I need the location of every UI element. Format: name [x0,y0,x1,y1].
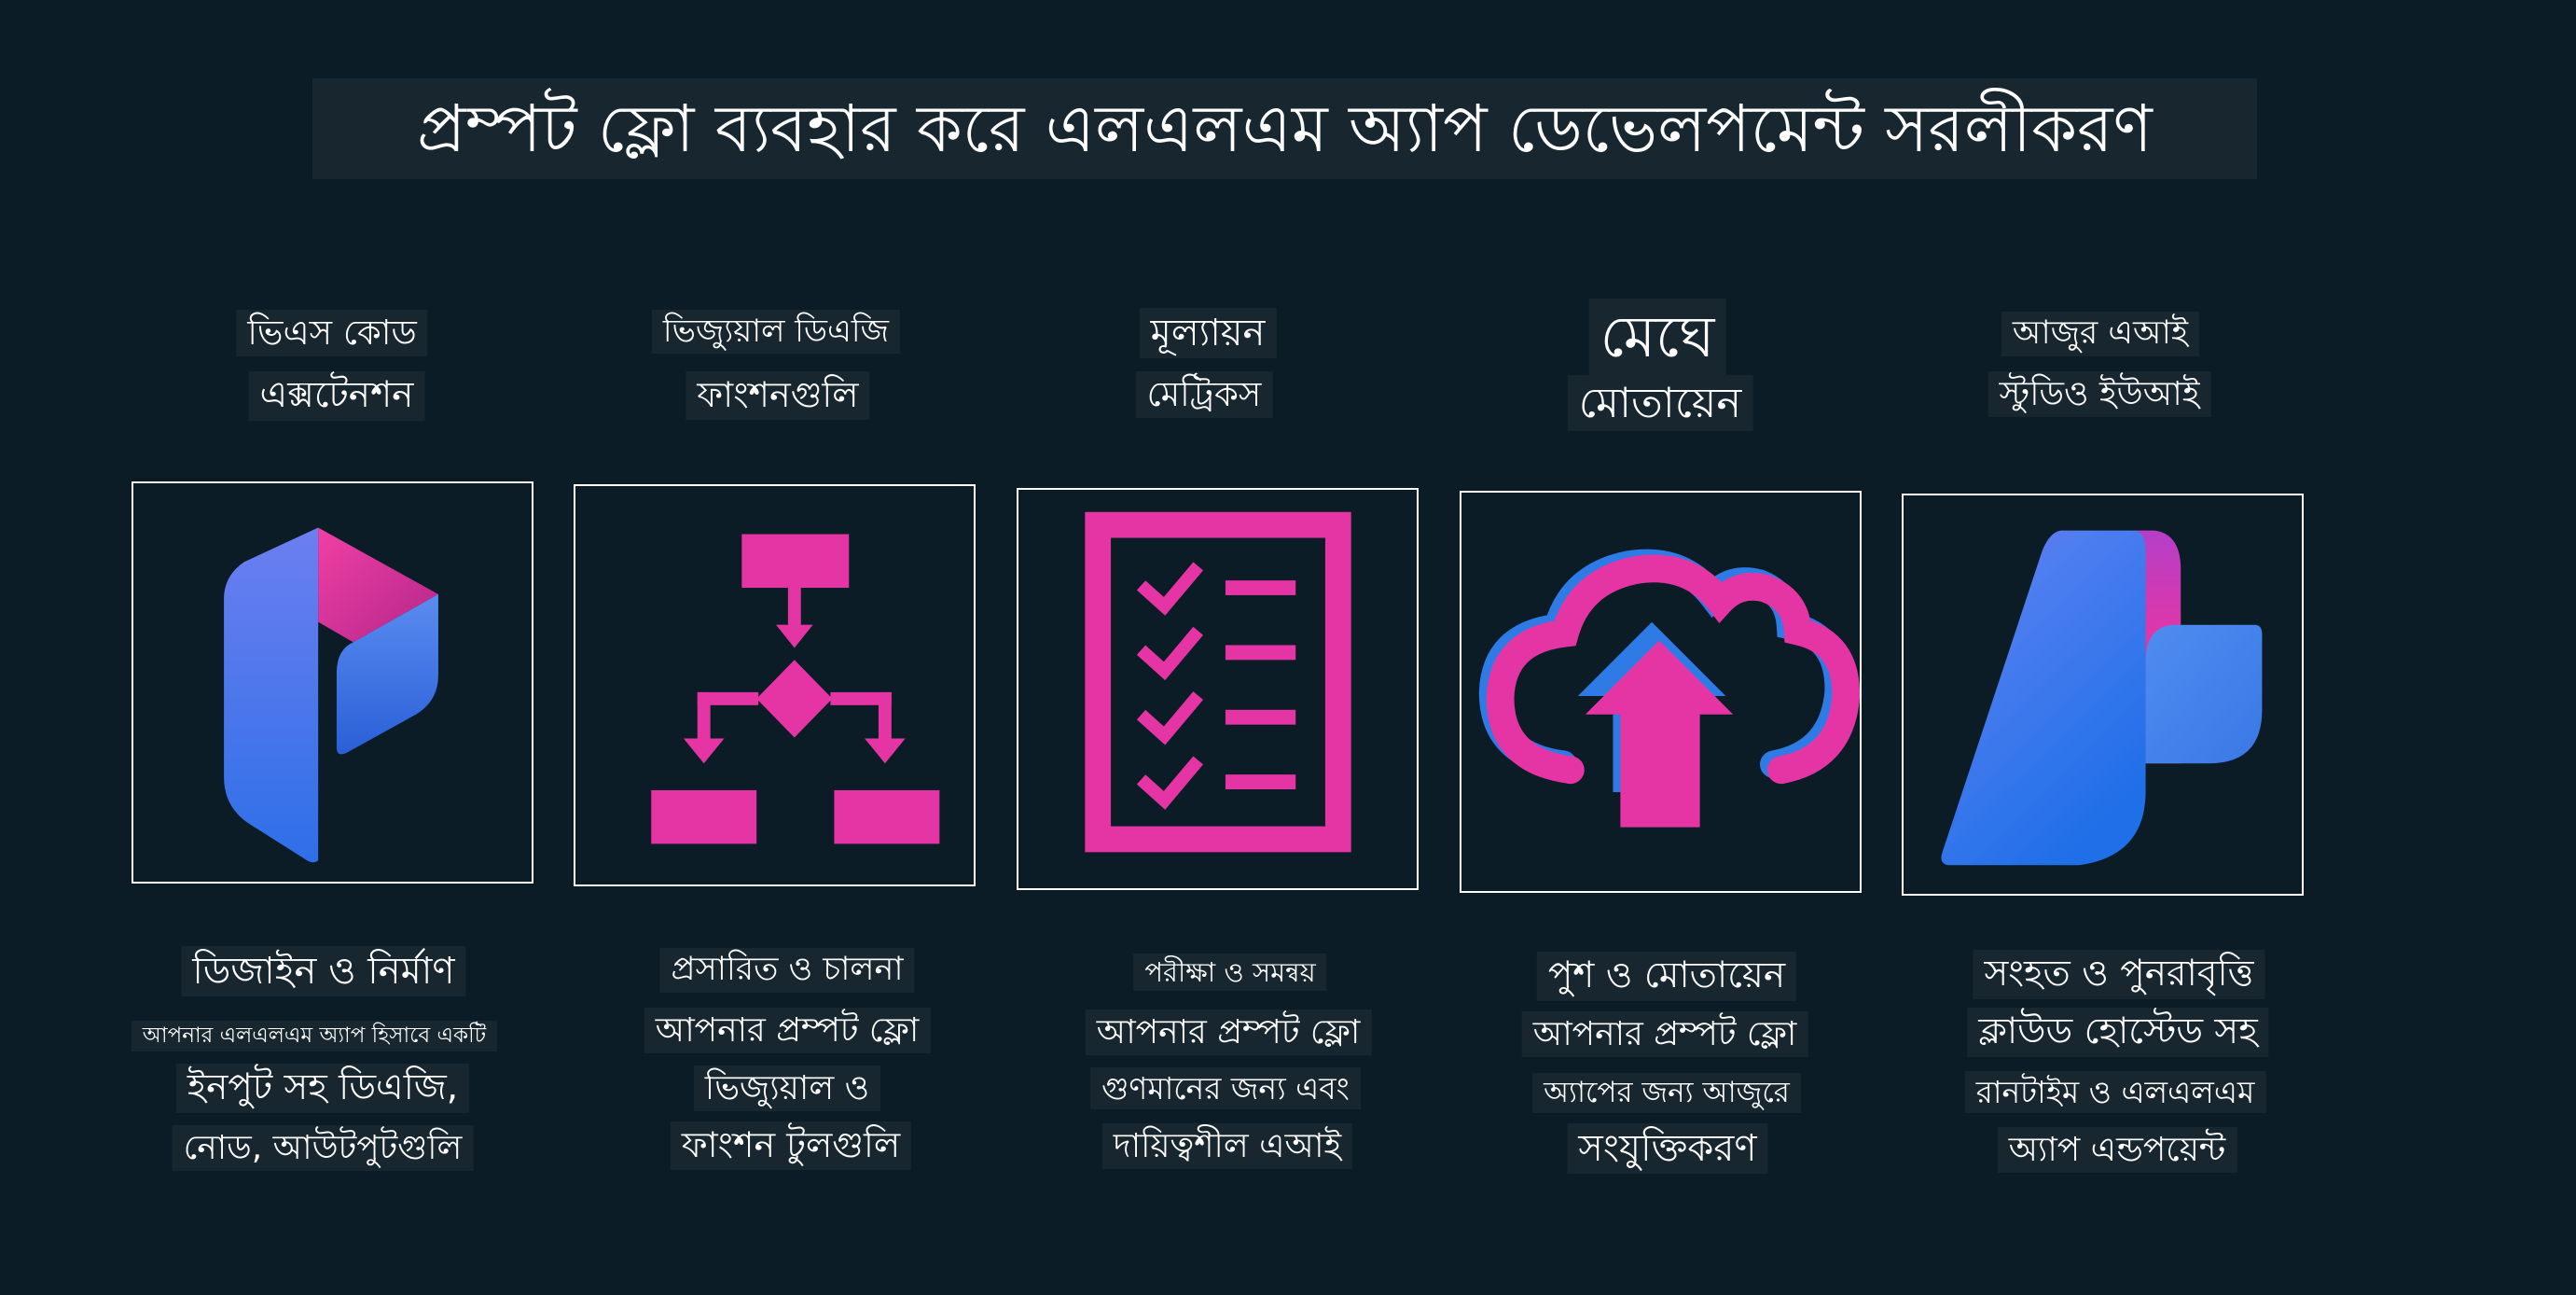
azure-ai-studio-logo-icon [1904,495,2302,894]
page-title: প্রম্পট ফ্লো ব্যবহার করে এলএলএম অ্যাপ ডেভেলপমেন্ট সরলীকরণ [312,78,2257,179]
column-2-heading-line-2: ফাংশনগুলি [686,371,869,420]
column-1-caption-line-3: নোড, আউটপুটগুলি [173,1125,474,1171]
column-4-caption-heading: পুশ ও মোতায়েন [1537,952,1796,1001]
column-5-caption-line-1: ক্লাউড হোস্টেড সহ [1967,1008,2268,1057]
column-1-heading-line-2: এক্সটেনশন [249,371,425,421]
deploy-cloud-card [1460,491,1862,893]
column-3-caption-line-1: আপনার প্রম্পট ফ্লো [1086,1010,1372,1055]
column-4-heading-line-1: মেঘে [1589,299,1726,375]
flowchart-icon [575,486,974,884]
column-2-caption-line-1: আপনার প্রম্পট ফ্লো [644,1008,931,1053]
azure-ai-studio-card [1902,494,2304,896]
visual-dag-card [574,484,976,886]
column-1-caption-heading: ডিজাইন ও নির্মাণ [181,946,465,996]
checklist-icon [1018,490,1417,888]
column-1-caption-line-2: ইনপুট সহ ডিএজি, [176,1064,469,1113]
cloud-upload-icon [1461,493,1860,891]
column-5-heading-line-2: স্টুডিও ইউআই [1988,371,2211,417]
column-3-heading-line-1: মূল্যায়ন [1140,308,1277,358]
column-1-caption-line-1: আপনার এলএলএম অ্যাপ হিসাবে একটি [132,1021,497,1051]
column-5-heading-line-1: আজুর এআই [2001,312,2199,356]
column-1-heading-line-1: ভিএস কোড [236,310,427,356]
prompt-flow-logo-icon [133,483,532,882]
column-2-caption-line-3: ফাংশন টুলগুলি [671,1121,911,1170]
column-3-heading-line-2: মেট্রিকস [1136,371,1273,418]
column-3-caption-line-2: গুণমানের জন্য এবং [1090,1067,1361,1109]
column-4-heading-line-2: মোতায়েন [1568,375,1753,431]
column-3-caption-line-3: দায়িত্বশীল এআই [1102,1123,1352,1169]
prompt-flow-card [132,481,533,884]
evaluation-card [1017,488,1419,890]
column-5-caption-heading: সংহত ও পুনরাবৃত্তি [1973,950,2264,999]
column-5-caption-line-2: রানটাইম ও এলএলএম [1965,1071,2266,1113]
column-5-caption-line-3: অ্যাপ এন্ডপয়েন্ট [1998,1127,2237,1173]
column-2-caption-line-2: ভিজ্যুয়াল ও [694,1065,880,1111]
column-2-caption-heading: প্রসারিত ও চালনা [659,948,914,993]
column-2-heading-line-1: ভিজ্যুয়াল ডিএজি [652,310,900,354]
column-4-caption-line-3: সংযুক্তিকরণ [1567,1123,1767,1174]
column-3-caption-heading: পরীক্ষা ও সমন্বয় [1133,954,1326,991]
column-4-caption-line-2: অ্যাপের জন্য আজুরে [1532,1073,1801,1113]
column-4-caption-line-1: আপনার প্রম্পট ফ্লো [1522,1011,1808,1057]
